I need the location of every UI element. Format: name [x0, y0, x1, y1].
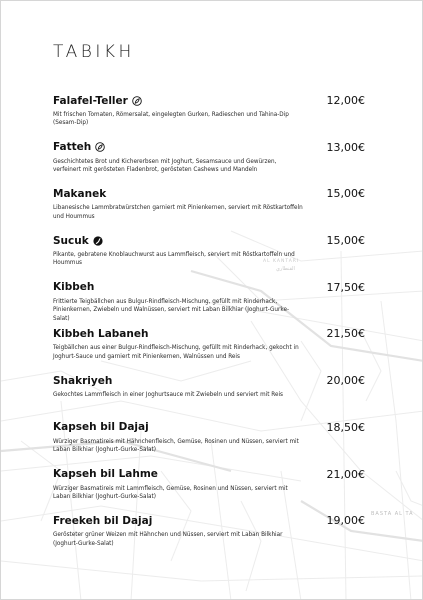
menu-item-description: Gekochtes Lammfleisch in einer Joghurtsauce mit Zwiebeln und serviert mit Reis [53, 392, 283, 399]
menu-item-name: Kapseh bil Lahme [53, 468, 158, 480]
menu-item-name: Sucuk [53, 234, 89, 247]
map-label: BASTA AL TA [371, 511, 414, 517]
menu-item [53, 186, 365, 233]
menu-item [53, 93, 365, 140]
menu-item-price: 20,00€ [326, 374, 365, 388]
menu-item [53, 233, 365, 280]
menu-item-description: Teigbällchen aus einer Bulgur-Rindfleisch-Mischung, gefüllt mit Rinderhack, gekocht in Joghurt-Sauce und garniert mit Pinienkernen, Walnüssen und Reis [53, 345, 299, 360]
menu-item-price: 19,00€ [326, 514, 365, 528]
menu-item [53, 420, 365, 467]
menu-item-name: Kibbeh Labaneh [53, 327, 149, 340]
menu-item [53, 467, 365, 514]
menu-item-name: Fatteh [53, 141, 92, 154]
menu-item-price: 15,00€ [326, 187, 365, 201]
map-label: AL KANTARI [263, 259, 300, 264]
brand-logo: TABIKH [53, 42, 135, 62]
menu-list [53, 93, 365, 560]
menu-item-price: 21,50€ [326, 327, 365, 341]
menu-item-name: Kapseh bil Dajaj [53, 421, 149, 434]
menu-item-name: Kibbeh [53, 281, 95, 294]
menu-item-price: 21,00€ [326, 467, 365, 481]
chili-icon [93, 236, 103, 246]
menu-item-name: Shakriyeh [53, 374, 113, 387]
menu-item-description: Libanesische Lammbratwürstchen garniert mit Pinienkernen, serviert mit Röstkartoffeln und Hoummus [53, 205, 303, 220]
leaf-icon [132, 96, 142, 106]
menu-item-description: Würziger Basmatireis mit Hähnchenfleisch, Gemüse, Rosinen und Nüssen, serviert mit Laban Bilkhiar (Joghurt-Gurke-Salat) [53, 438, 299, 454]
menu-item [53, 326, 365, 373]
menu-item-name: Falafel-Teller [53, 94, 128, 107]
menu-item [53, 280, 365, 327]
menu-item-description: Frittierte Teigbällchen aus Bulgur-Rindfleisch-Mischung, gefüllt mit Rinderhack, Pinienkernen, Zwiebeln und Walnüssen, serviert mit Laban Bilkhiar (Joghurt-Gurke-Salat) [53, 298, 289, 322]
menu-item-description: Mit frischen Tomaten, Römersalat, eingelegten Gurken, Radieschen und Tahina-Dip (Sesam-Dip) [53, 112, 289, 127]
map-label: القنطاري [276, 266, 295, 272]
menu-item-description: Würziger Basmatireis mit Lammfleisch, Gemüse, Rosinen und Nüssen, serviert mit Laban Bilkhiar (Joghurt-Gurke-Salat) [53, 485, 288, 500]
menu-item-description: Geschichtetes Brot und Kichererbsen mit Joghurt, Sesamsauce und Gewürzen, verfeinert mit gerösteten Fladenbrot, gerösteten Cashews und Mandeln [53, 158, 277, 174]
menu-item-price: 18,50€ [326, 420, 365, 434]
leaf-icon [95, 142, 105, 152]
menu-item [53, 373, 365, 420]
menu-item-name: Makanek [53, 187, 107, 200]
menu-item [53, 140, 365, 187]
menu-item-price: 13,00€ [326, 140, 365, 154]
menu-item [53, 513, 365, 560]
menu-item-price: 12,00€ [326, 94, 365, 107]
menu-item-price: 17,50€ [326, 280, 365, 294]
menu-item-price: 15,00€ [326, 234, 365, 248]
menu-item-description: Pikante, gebratene Knoblauchwurst aus Lammfleisch, serviert mit Röstkartoffeln und Hoummus [53, 252, 295, 267]
menu-item-name: Freekeh bil Dajaj [53, 514, 153, 527]
menu-item-description: Gerösteter grüner Weizen mit Hähnchen und Nüssen, serviert mit Laban Bilkhiar (Joghurt-Gurke-Salat) [53, 532, 283, 547]
